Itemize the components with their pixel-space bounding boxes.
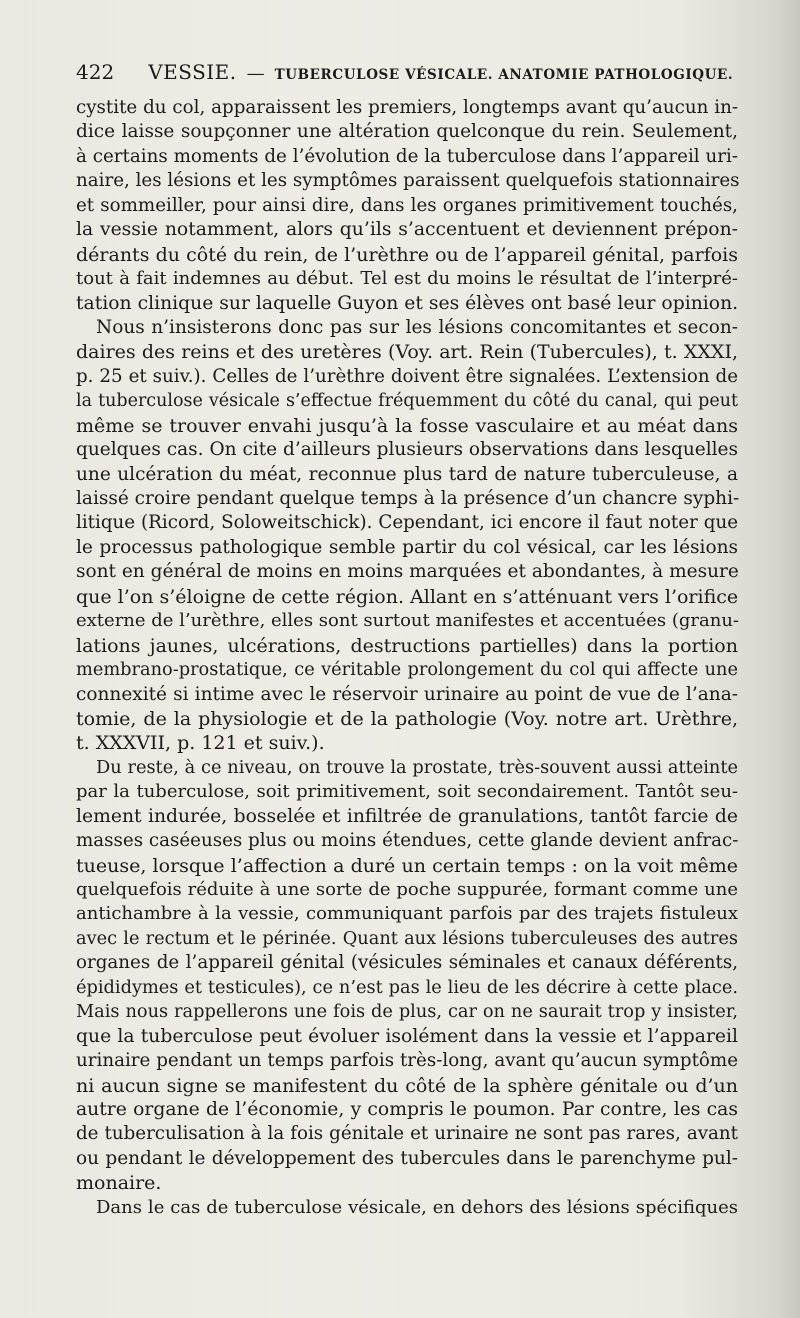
text-line: tueuse, lorsque l’affection a duré un certain temps : on la voit même <box>76 854 738 877</box>
page-header <box>76 60 741 92</box>
text-line: Nous n’insisterons donc pas sur les lésions concomitantes et secon- <box>96 316 738 338</box>
text-line: par la tuberculose, soit primitivement, soit secondairement. Tantôt seu- <box>76 781 738 803</box>
body-text <box>76 96 738 1220</box>
text-line: avec le rectum et le périnée. Quant aux lésions tuberculeuses des autres <box>76 928 738 949</box>
text-line: quelquefois réduite à une sorte de poche suppurée, formant comme une <box>76 879 738 900</box>
text-line: p. 25 et suiv.). Celles de l’urèthre doivent être signalées. L’extension de <box>76 365 738 387</box>
text-line: naire, les lésions et les symptômes paraissent quelquefois stationnaires <box>76 170 740 192</box>
text-line: quelques cas. On cite d’ailleurs plusieurs observations dans lesquelles <box>76 439 738 461</box>
text-line: tomie, de la physiologie et de la pathologie (Voy. notre art. Urèthre, <box>76 707 738 730</box>
text-line: dice laisse soupçonner une altération quelconque du rein. Seulement, <box>76 121 738 143</box>
text-line: une ulcération du méat, reconnue plus tard de nature tuberculeuse, a <box>76 463 738 485</box>
text-line: antichambre à la vessie, communiquant parfois par des trajets fistuleux <box>76 903 738 925</box>
header-separator: — <box>246 63 265 84</box>
text-line: cystite du col, apparaissent les premiers, longtemps avant qu’aucun in- <box>76 97 738 118</box>
text-line: externe de l’urèthre, elles sont surtout manifestes et accentuées (granu- <box>76 610 739 632</box>
text-line: monaire. <box>76 1172 162 1195</box>
section-title: TUBERCULOSE VÉSICALE. ANATOMIE PATHOLOGIQUE. <box>274 67 734 83</box>
text-line: que la tuberculose peut évoluer isolément dans la vessie et l’appareil <box>76 1025 738 1047</box>
text-line: membrano-prostatique, ce véritable prolongement du col qui affecte une <box>76 660 738 681</box>
page-number: 422 <box>76 60 115 84</box>
text-line: organes de l’appareil génital (vésicules séminales et canaux déférents, <box>76 952 738 974</box>
text-line: laissé croire pendant quelque temps à la présence d’un chancre syphi- <box>76 488 740 509</box>
text-line: Dans le cas de tuberculose vésicale, en dehors des lésions spécifiques <box>96 1196 738 1218</box>
text-line: tation clinique sur laquelle Guyon et ses élèves ont basé leur opinion. <box>76 292 739 314</box>
text-line: masses caséeuses plus ou moins étendues, cette glande devient anfrac- <box>76 830 739 852</box>
text-line: que l’on s’éloigne de cette région. Allant en s’atténuant vers l’orifice <box>76 585 739 608</box>
text-line: daires des reins et des uretères (Voy. art. Rein (Tubercules), t. XXXI, <box>76 341 738 364</box>
text-line: épididymes et testicules), ce n’est pas le lieu de les décrire à cette place. <box>76 977 738 998</box>
text-line: Du reste, à ce niveau, on trouve la prostate, très-souvent aussi atteinte <box>96 757 738 778</box>
text-line: de tuberculisation à la fois génitale et urinaire ne sont pas rares, avant <box>76 1123 738 1145</box>
text-line: ni aucun signe se manifestent du côté de la sphère génitale ou d’un <box>76 1074 738 1097</box>
text-line: et sommeiller, pour ainsi dire, dans les organes primitivement touchés, <box>76 194 738 216</box>
text-line: la tuberculose vésicale s’effectue fréquemment du côté du canal, qui peut <box>76 391 738 412</box>
text-line: urinaire pendant un temps parfois très-long, avant qu’aucun symptôme <box>76 1050 738 1072</box>
text-line: le processus pathologique semble partir du col vésical, car les lésions <box>76 536 738 558</box>
text-line: connexité si intime avec le réservoir urinaire au point de vue de l’ana- <box>76 683 738 705</box>
text-line: même se trouver envahi jusqu’à la fosse vasculaire et au méat dans <box>76 414 738 437</box>
text-line: tout à fait indemnes au début. Tel est du moins le résultat de l’interpré- <box>76 268 738 290</box>
text-line: la vessie notamment, alors qu’ils s’accentuent et deviennent prépon- <box>76 219 738 241</box>
text-line: dérants du côté du rein, de l’urèthre ou de l’appareil génital, parfois <box>76 243 738 266</box>
text-line: Mais nous rappellerons une fois de plus, car on ne saurait trop y insister, <box>76 1002 738 1023</box>
text-line: t. XXXVII, p. 121 et suiv.). <box>76 732 325 755</box>
running-title: VESSIE. <box>148 60 237 84</box>
text-line: ou pendant le développement des tubercules dans le parenchyme pul- <box>76 1147 738 1169</box>
text-line: à certains moments de l’évolution de la tuberculose dans l’appareil uri- <box>76 145 738 167</box>
text-line: sont en général de moins en moins marquées et abondantes, à mesure <box>76 561 739 583</box>
text-line: lations jaunes, ulcérations, destructions partielles) dans la portion <box>76 634 738 657</box>
text-line: lement indurée, bosselée et infiltrée de granulations, tantôt farcie de <box>76 805 738 827</box>
text-line: autre organe de l’économie, y compris le poumon. Par contre, les cas <box>76 1098 738 1120</box>
text-line: litique (Ricord, Soloweitschick). Cependant, ici encore il faut noter que <box>76 512 738 534</box>
